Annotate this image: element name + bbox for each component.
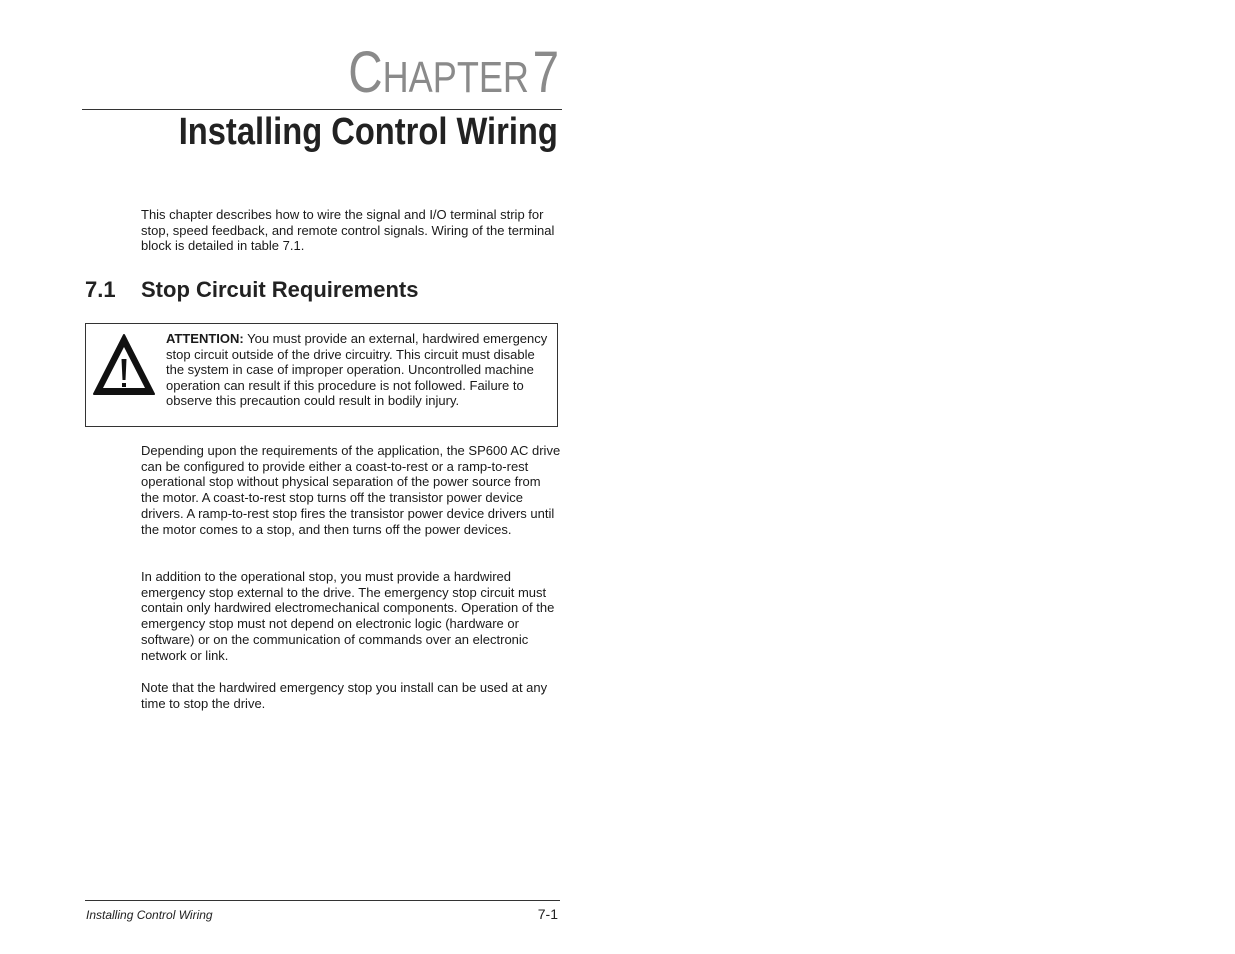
footer-rule — [85, 900, 560, 901]
body-paragraph-2: In addition to the operational stop, you must provide a hardwired emergency stop external to the drive. The emergency stop circuit must contain only hardwired electromechanical components. Operation of the emergency stop must not depend on electronic logic (hardware or software) or on the communication of commands over an electronic network or link. — [141, 569, 555, 663]
section-heading — [85, 277, 418, 303]
intro-paragraph: This chapter describes how to wire the signal and I/O terminal strip for stop, speed feedback, and remote control signals. Wiring of the terminal block is detailed in table 7.1. — [141, 207, 555, 254]
chapter-number: 7 — [532, 40, 559, 105]
body-paragraph-1: Depending upon the requirements of the application, the SP600 AC drive can be configured to provide either a coast-to-rest or a ramp-to-rest operational stop without physical separation of the power source from the motor. A coast-to-rest stop turns off the transistor power device drivers. A ramp-to-rest stop fires the transistor power device drivers until the motor comes to a stop, and then turns off the power devices. — [141, 443, 561, 537]
chapter-label — [348, 40, 559, 105]
chapter-label-rest: HAPTER — [382, 53, 529, 102]
warning-triangle-icon — [90, 330, 158, 398]
attention-text — [166, 331, 554, 409]
chapter-title: Installing Control Wiring — [178, 111, 558, 153]
chapter-rule — [82, 109, 562, 110]
attention-lead: ATTENTION: — [166, 331, 244, 346]
chapter-label-first: C — [348, 40, 383, 105]
attention-box — [85, 323, 558, 427]
section-title: Stop Circuit Requirements — [141, 277, 419, 302]
attention-body: You must provide an external, hardwired emergency stop circuit outside of the drive circuitry. This circuit must disable the system in case of improper operation. Uncontrolled machine operation can result if this procedure is not followed. Failure to observe this precaution could result in bodily injury. — [166, 331, 548, 409]
footer-chapter-title: Installing Control Wiring — [86, 908, 213, 922]
section-number: 7.1 — [85, 277, 116, 302]
page-number: 7-1 — [537, 906, 558, 922]
body-paragraph-3: Note that the hardwired emergency stop you install can be used at any time to stop the drive. — [141, 680, 548, 711]
